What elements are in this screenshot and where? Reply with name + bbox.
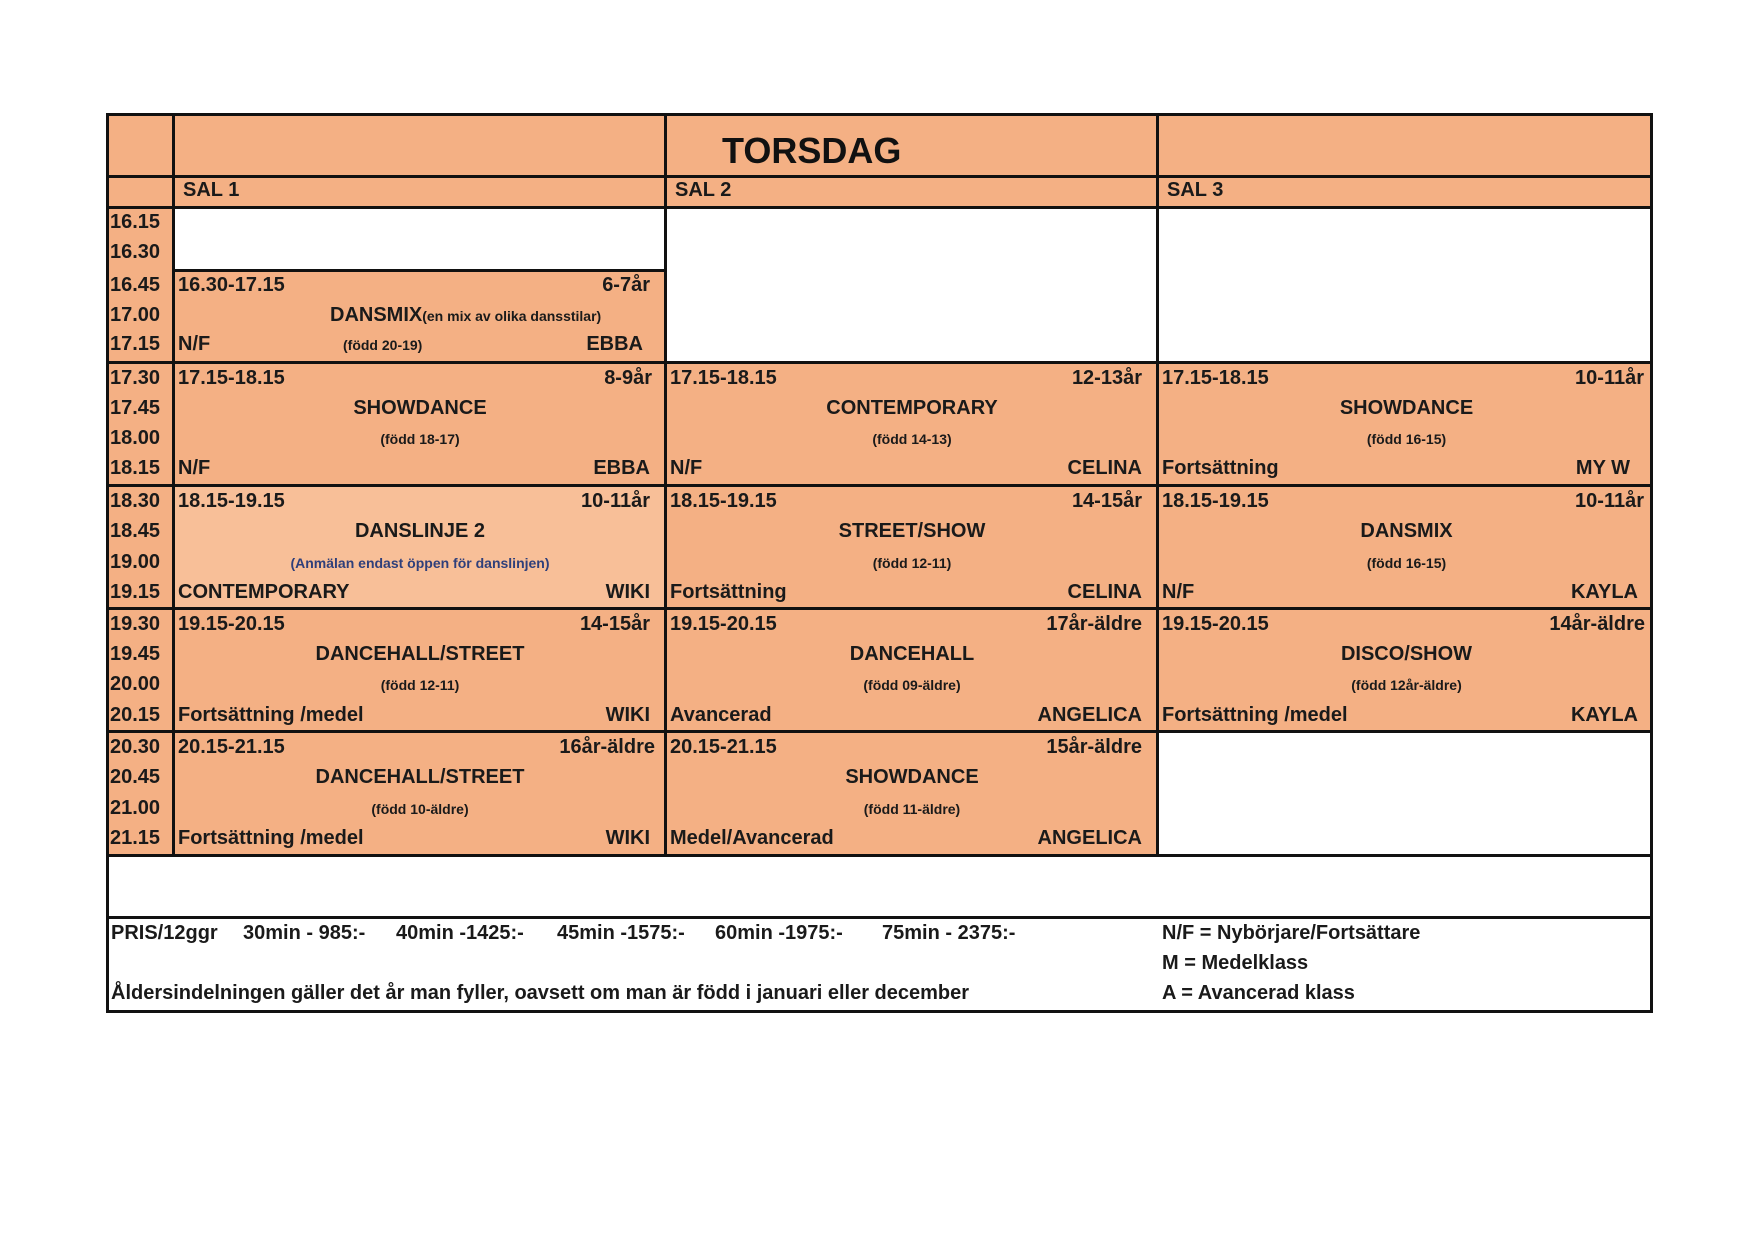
class-name: SHOWDANCE <box>845 766 979 788</box>
class-name: DISCO/SHOW <box>1340 643 1473 665</box>
class-name-line <box>330 304 601 327</box>
class-time: 18.15-19.15 <box>1162 490 1269 512</box>
time-label: 18.15 <box>110 457 161 479</box>
line-sal-row <box>106 206 1653 209</box>
day-title: TORSDAG <box>722 130 902 171</box>
class-name: CONTEMPORARY <box>826 397 998 419</box>
frame-bottom <box>106 854 1653 857</box>
class-age: 15år-äldre <box>1046 736 1142 758</box>
class-born: (född 12-11) <box>872 555 952 571</box>
info-left <box>106 856 109 1013</box>
time-label: 19.30 <box>110 613 161 635</box>
info-bottom <box>106 1010 1653 1013</box>
class-time: 20.15-21.15 <box>670 736 777 758</box>
class-born: (född 12-11) <box>380 677 460 693</box>
class-level: Fortsättning /medel <box>178 827 364 849</box>
class-born: (född 11-äldre) <box>863 801 961 817</box>
class-level: N/F <box>178 457 211 479</box>
time-label: 18.45 <box>110 520 161 542</box>
class-time: 17.15-18.15 <box>1162 367 1269 389</box>
time-label: 16.30 <box>110 241 161 263</box>
time-label: 20.45 <box>110 766 161 788</box>
price-item: 40min -1425:- <box>396 922 524 944</box>
time-label: 18.00 <box>110 427 161 449</box>
class-name: SHOWDANCE <box>1339 397 1474 419</box>
class-age: 17år-äldre <box>1046 613 1142 635</box>
frame-top <box>106 113 1653 116</box>
class-time: 17.15-18.15 <box>178 367 285 389</box>
class-teacher: WIKI <box>605 704 650 726</box>
time-label: 21.15 <box>110 827 161 849</box>
sal2-label: SAL 2 <box>675 179 732 201</box>
class-teacher: KAYLA <box>1570 704 1638 726</box>
class-age: 16år-äldre <box>559 736 655 758</box>
price-item: 60min -1975:- <box>715 922 843 944</box>
class-age: 10-11år <box>1575 367 1644 389</box>
class-name: STREET/SHOW <box>838 520 986 542</box>
class-born: (född 18-17) <box>380 431 460 447</box>
time-label: 16.15 <box>110 211 161 233</box>
class-teacher: ANGELICA <box>1037 704 1142 726</box>
time-label: 20.15 <box>110 704 161 726</box>
line-row-1730 <box>106 361 1653 364</box>
class-age: 8-9år <box>604 367 652 389</box>
time-label: 16.45 <box>110 274 161 296</box>
class-time: 17.15-18.15 <box>670 367 777 389</box>
class-level: Fortsättning /medel <box>1162 704 1348 726</box>
class-teacher: KAYLA <box>1570 581 1638 603</box>
info-right <box>1650 856 1653 1013</box>
class-age: 10-11år <box>1575 490 1644 512</box>
class-name: SHOWDANCE <box>353 397 487 419</box>
line-header <box>106 175 1653 178</box>
price-item: 45min -1575:- <box>557 922 685 944</box>
time-label: 17.15 <box>110 333 161 355</box>
class-teacher: EBBA <box>586 333 643 355</box>
class-name: DANCEHALL/STREET <box>315 643 525 665</box>
time-label: 20.00 <box>110 673 161 695</box>
class-time: 19.15-20.15 <box>178 613 285 635</box>
class-age: 14-15år <box>579 613 650 635</box>
class-teacher: WIKI <box>605 581 650 603</box>
time-label: 21.00 <box>110 797 161 819</box>
class-born: (född 10-äldre) <box>371 801 469 817</box>
time-label: 17.45 <box>110 397 161 419</box>
line-row-1930 <box>106 607 1653 610</box>
class-level: Fortsättning <box>1162 457 1279 479</box>
sal3-label: SAL 3 <box>1167 179 1224 201</box>
class-born: (född 09-äldre) <box>863 677 961 693</box>
class-time: 18.15-19.15 <box>178 490 285 512</box>
class-name: DANCEHALL <box>849 643 975 665</box>
sal1-label: SAL 1 <box>183 179 240 201</box>
class-time: 19.15-20.15 <box>670 613 777 635</box>
class-born: (född 12år-äldre) <box>1351 677 1462 693</box>
class-note: (Anmälan endast öppen för danslinjen) <box>290 555 550 571</box>
class-name-sub: (en mix av olika dansstilar) <box>422 308 602 324</box>
class-level: CONTEMPORARY <box>178 581 350 603</box>
price-item: 30min - 985:- <box>243 922 366 944</box>
class-time: 16.30-17.15 <box>178 274 285 296</box>
legend-item: M = Medelklass <box>1162 952 1309 974</box>
class-level: N/F <box>670 457 703 479</box>
class-teacher: EBBA <box>593 457 650 479</box>
time-label: 19.00 <box>110 551 161 573</box>
price-item: 75min - 2375:- <box>882 922 1016 944</box>
class-teacher: ANGELICA <box>1037 827 1142 849</box>
class-teacher: CELINA <box>1067 457 1142 479</box>
class-level: Medel/Avancerad <box>670 827 834 849</box>
class-born: (född 20-19) <box>343 337 423 353</box>
class-name: DANCEHALL/STREET <box>315 766 525 788</box>
class-born: (född 14-13) <box>872 431 952 447</box>
class-age: 14år-äldre <box>1549 613 1645 635</box>
class-age: 14-15år <box>1071 490 1142 512</box>
class-level: Fortsättning <box>670 581 787 603</box>
time-label: 17.00 <box>110 304 161 326</box>
class-level: Avancerad <box>670 704 772 726</box>
class-level: N/F <box>178 333 211 355</box>
age-note: Åldersindelningen gäller det år man fyller, oavsett om man är född i januari eller december <box>111 982 970 1004</box>
class-name: DANSLINJE 2 <box>354 520 486 542</box>
class-level: N/F <box>1162 581 1195 603</box>
time-label: 19.45 <box>110 643 161 665</box>
class-age: 12-13år <box>1071 367 1142 389</box>
legend-item: A = Avancerad klass <box>1162 982 1355 1004</box>
class-name: DANSMIX <box>1360 520 1453 542</box>
class-age: 10-11år <box>581 490 650 512</box>
line-row-1830 <box>106 484 1653 487</box>
class-teacher: MY W <box>1575 457 1630 479</box>
time-label: 20.30 <box>110 736 161 758</box>
info-top <box>106 916 1653 919</box>
class-time: 18.15-19.15 <box>670 490 777 512</box>
class-born: (född 16-15) <box>1366 555 1447 571</box>
line-sal1-a <box>172 269 667 272</box>
time-label: 18.30 <box>110 490 161 512</box>
line-row-2030 <box>106 730 1653 733</box>
time-label: 19.15 <box>110 581 161 603</box>
legend-item: N/F = Nybörjare/Fortsättare <box>1162 922 1421 944</box>
class-time: 20.15-21.15 <box>178 736 285 758</box>
class-teacher: WIKI <box>605 827 650 849</box>
class-age: 6-7år <box>602 274 650 296</box>
class-level: Fortsättning /medel <box>178 704 364 726</box>
class-teacher: CELINA <box>1067 581 1142 603</box>
price-label: PRIS/12ggr <box>111 922 218 944</box>
time-label: 17.30 <box>110 367 161 389</box>
class-born: (född 16-15) <box>1366 431 1447 447</box>
class-time: 19.15-20.15 <box>1162 613 1269 635</box>
class-name: DANSMIX <box>330 304 423 326</box>
